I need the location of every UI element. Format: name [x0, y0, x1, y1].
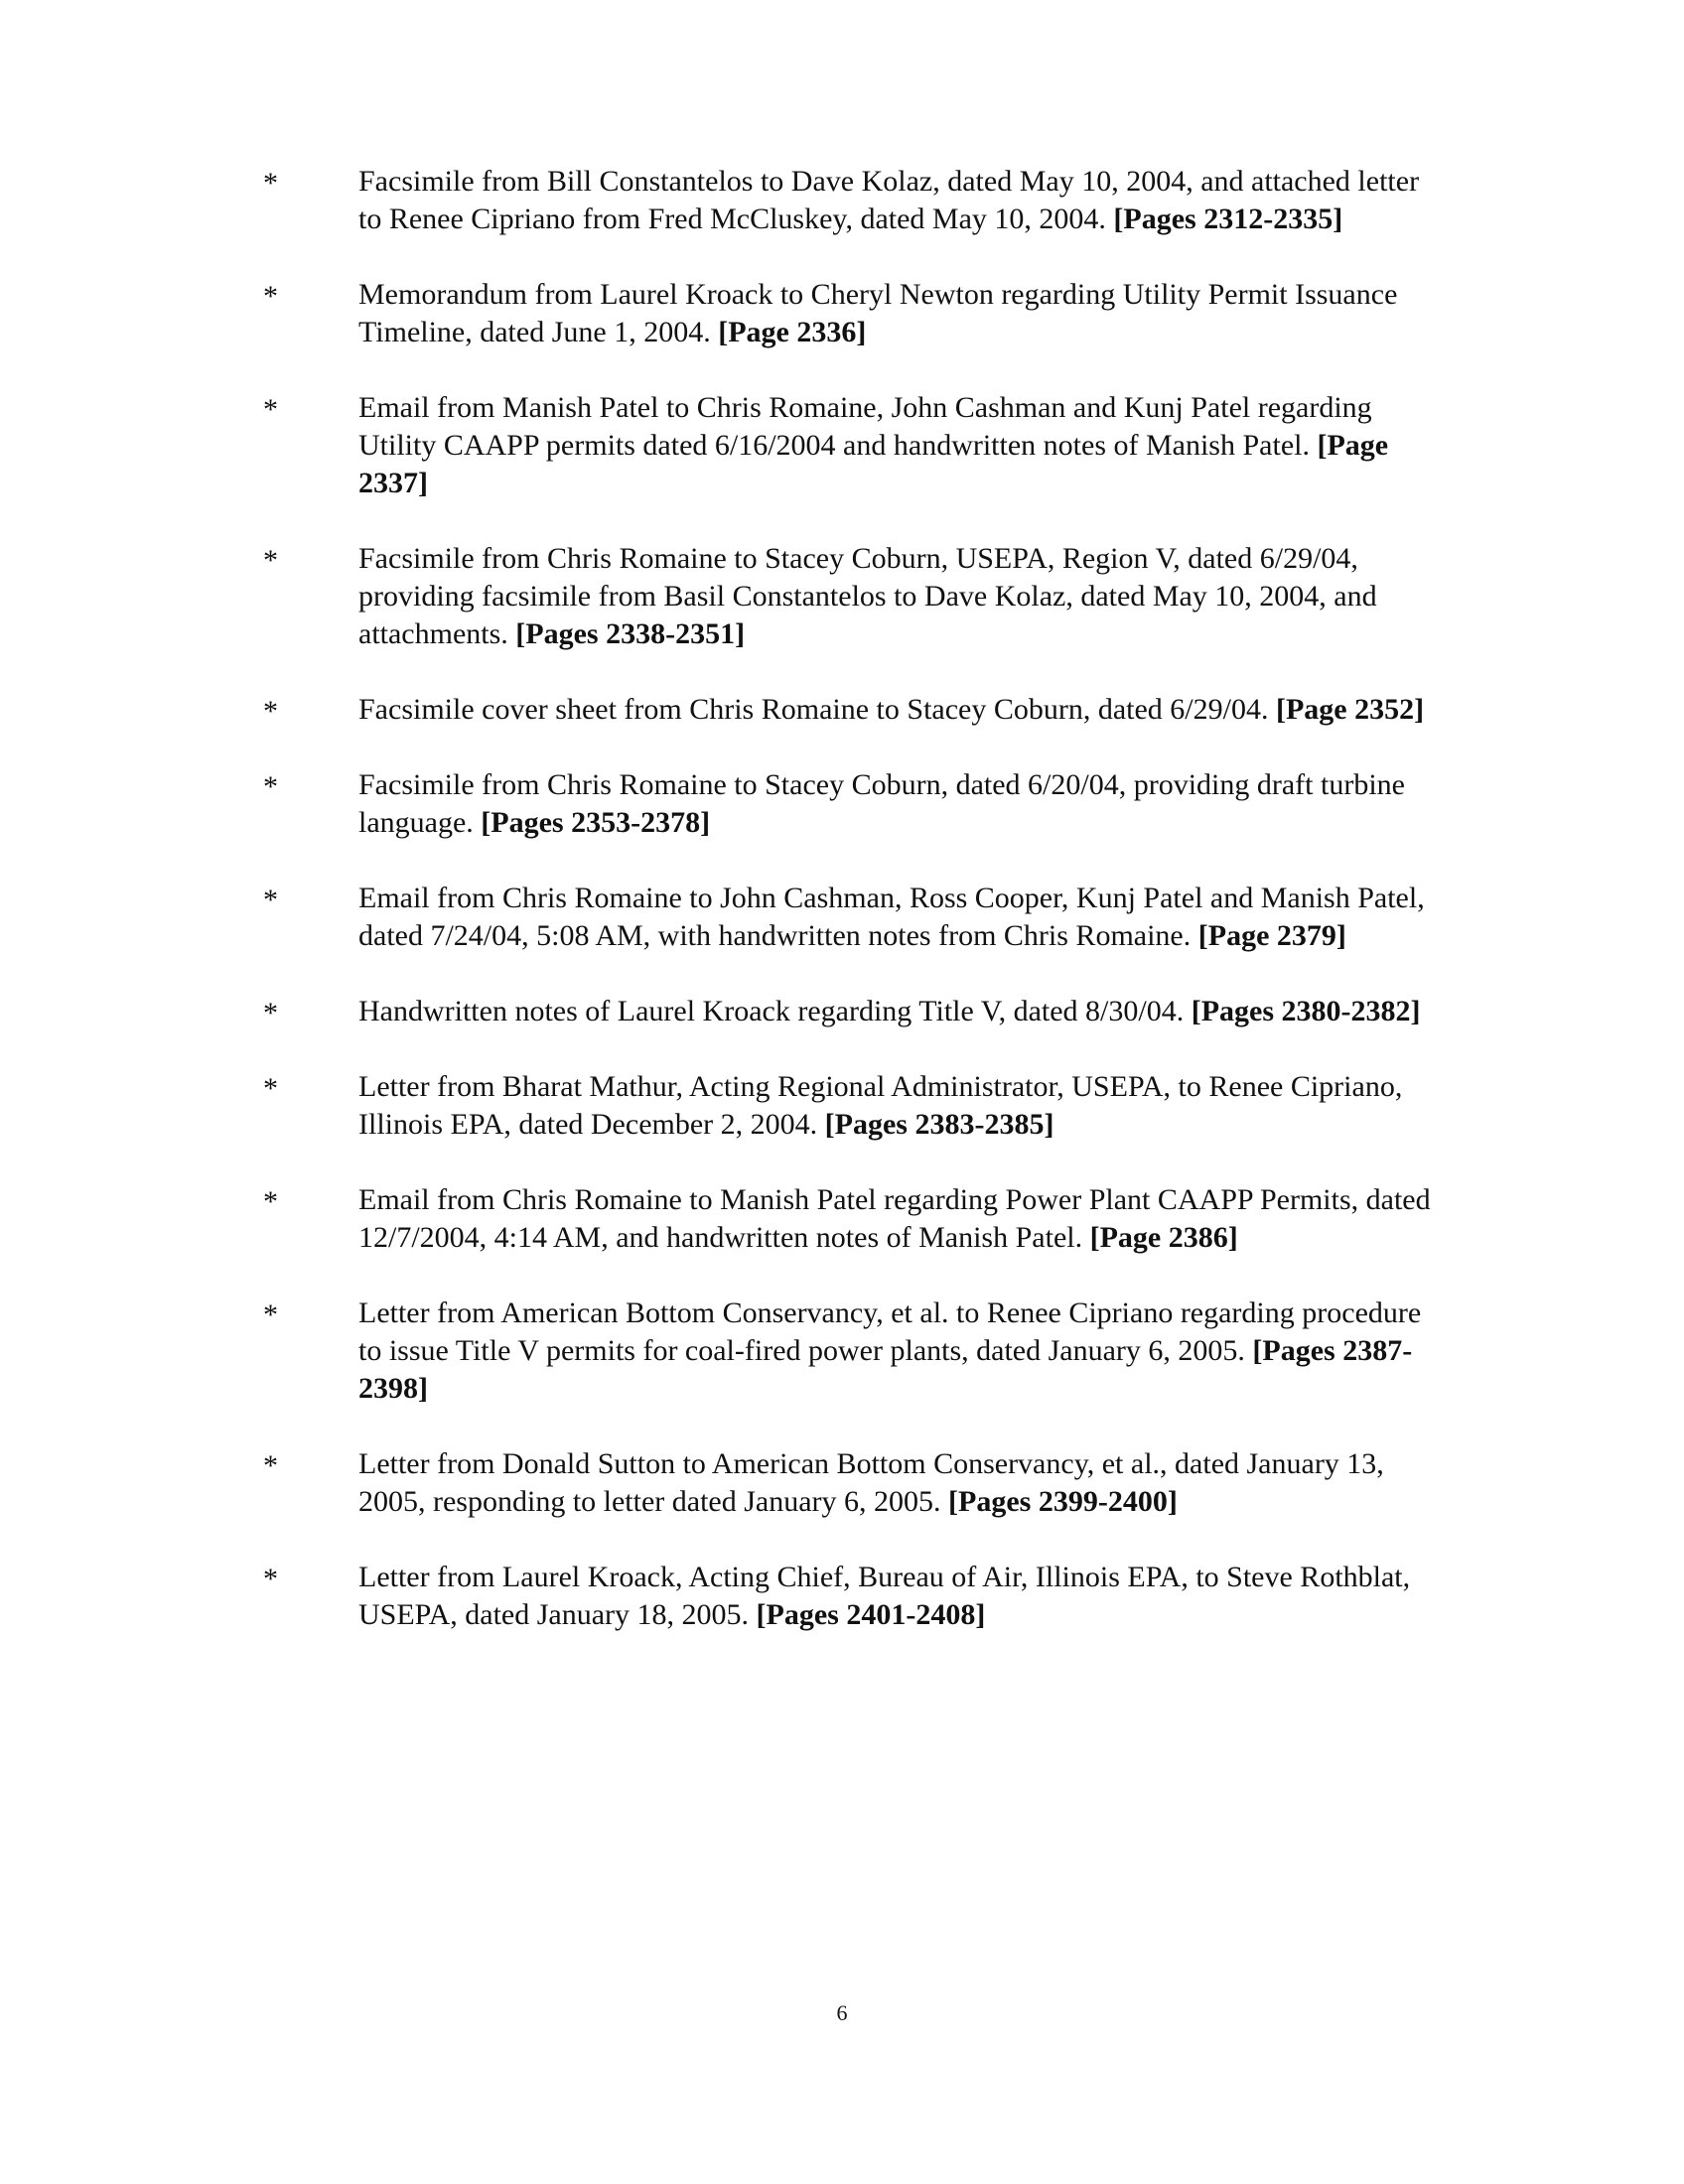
bullet-marker: * [263, 280, 278, 313]
entry-text [358, 691, 1431, 729]
page-reference: [Pages 2353-2378] [481, 806, 711, 839]
list-item [0, 163, 1684, 238]
bullet-marker: * [263, 770, 278, 803]
bullet-marker: * [263, 1072, 278, 1105]
list-item [0, 1445, 1684, 1521]
bullet-marker: * [263, 393, 278, 426]
page-reference: [Pages 2312-2335] [1113, 203, 1343, 235]
bullet-marker: * [263, 1563, 278, 1595]
bullet-marker: * [263, 1185, 278, 1218]
page-reference: [Pages 2387-2398] [358, 1334, 1413, 1405]
list-item [0, 540, 1684, 653]
entry-text [358, 1068, 1431, 1144]
page-reference: [Page 2379] [1197, 919, 1346, 952]
entry-text [358, 1559, 1431, 1634]
list-item [0, 1068, 1684, 1144]
entry-description: Letter from Laurel Kroack, Acting Chief, Bureau of Air, Illinois EPA, to Steve Rothblat, USEPA, dated January 18, 2005. [358, 1561, 1411, 1631]
list-item [0, 691, 1684, 729]
entry-text [358, 389, 1431, 502]
page-reference: [Pages 2383-2385] [824, 1108, 1054, 1141]
list-item [0, 276, 1684, 351]
entry-description: Letter from Donald Sutton to American Bottom Conservancy, et al., dated January 13, 2005, responding to letter dated January 6, 2005. [358, 1447, 1384, 1518]
page-reference: [Page 2336] [718, 316, 867, 348]
entry-text [358, 540, 1431, 653]
entry-description: Handwritten notes of Laurel Kroack regarding Title V, dated 8/30/04. [358, 995, 1192, 1027]
page-reference: [Pages 2401-2408] [756, 1598, 986, 1631]
page-reference: [Pages 2338-2351] [515, 617, 746, 650]
page-reference: [Page 2352] [1275, 693, 1425, 726]
page-reference: [Page 2337] [358, 429, 1389, 499]
entry-description: Email from Chris Romaine to John Cashman, Ross Cooper, Kunj Patel and Manish Patel, dated 7/24/04, 5:08 AM, with handwritten notes from Chris Romaine. [358, 882, 1425, 952]
page-reference: [Pages 2399-2400] [948, 1485, 1178, 1518]
bullet-marker: * [263, 997, 278, 1029]
entry-text [358, 163, 1431, 238]
entry-description: Letter from Bharat Mathur, Acting Regional Administrator, USEPA, to Renee Cipriano, Illinois EPA, dated December 2, 2004. [358, 1070, 1403, 1141]
list-item [0, 766, 1684, 842]
bullet-marker: * [263, 1449, 278, 1482]
entry-text [358, 993, 1431, 1030]
entry-text [358, 766, 1431, 842]
list-item [0, 389, 1684, 502]
entry-text [358, 1181, 1431, 1257]
list-item [0, 1559, 1684, 1634]
page-number: 6 [836, 2000, 848, 2025]
document-entry-list [0, 163, 1684, 1672]
entry-description: Email from Manish Patel to Chris Romaine, John Cashman and Kunj Patel regarding Utility CAAPP permits dated 6/16/2004 and handwritten notes of Manish Patel. [358, 391, 1372, 462]
list-item [0, 1295, 1684, 1408]
entry-description: Email from Chris Romaine to Manish Patel regarding Power Plant CAAPP Permits, dated 12/7/2004, 4:14 AM, and handwritten notes of Manish Patel. [358, 1183, 1431, 1254]
bullet-marker: * [263, 544, 278, 577]
list-item [0, 880, 1684, 955]
list-item [0, 1181, 1684, 1257]
entry-text [358, 1295, 1431, 1408]
bullet-marker: * [263, 884, 278, 916]
entry-description: Facsimile from Chris Romaine to Stacey Coburn, USEPA, Region V, dated 6/29/04, providing facsimile from Basil Constantelos to Dave Kolaz, dated May 10, 2004, and attachments. [358, 542, 1377, 650]
bullet-marker: * [263, 695, 278, 728]
entry-text [358, 1445, 1431, 1521]
bullet-marker: * [263, 1298, 278, 1331]
entry-description: Facsimile cover sheet from Chris Romaine to Stacey Coburn, dated 6/29/04. [358, 693, 1276, 726]
entry-description: Memorandum from Laurel Kroack to Cheryl Newton regarding Utility Permit Issuance Timeline, dated June 1, 2004. [358, 278, 1398, 348]
entry-description: Facsimile from Chris Romaine to Stacey Coburn, dated 6/20/04, providing draft turbine language. [358, 768, 1405, 839]
entry-text [358, 276, 1431, 351]
page-reference: [Pages 2380-2382] [1191, 995, 1421, 1027]
entry-text [358, 880, 1431, 955]
page-reference: [Page 2386] [1089, 1221, 1238, 1254]
bullet-marker: * [263, 167, 278, 200]
entry-description: Letter from American Bottom Conservancy, et al. to Renee Cipriano regarding procedure to issue Title V permits for coal-fired power plants, dated January 6, 2005. [358, 1297, 1422, 1367]
entry-description: Facsimile from Bill Constantelos to Dave Kolaz, dated May 10, 2004, and attached letter to Renee Cipriano from Fred McCluskey, dated May 10, 2004. [358, 165, 1420, 235]
list-item [0, 993, 1684, 1030]
